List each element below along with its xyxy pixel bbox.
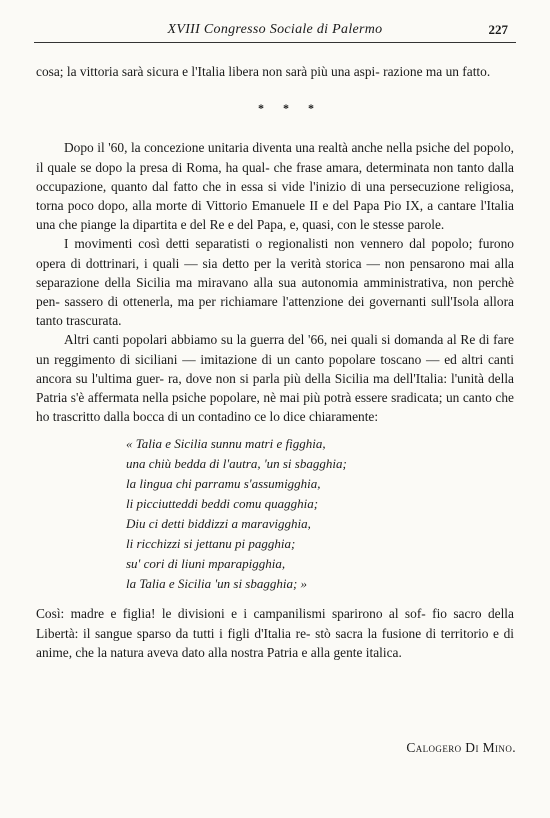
text-line: Altri canti popolari abbiamo su la guerra del '66, nei quali si <box>64 332 391 348</box>
text-line: che frase amara, determinata non tanto dalla occupazione, quanto <box>36 159 514 194</box>
text-line: stò sacra la fusione di territorio e di anime, che la natura aveva <box>36 625 514 660</box>
verse-line: la Talia e Sicilia 'un si sbagghia; » <box>126 576 308 592</box>
text-line: dal popolo; furono opera di dottrinari, i quali — sia detto per la <box>36 236 514 271</box>
text-line: ma miravano alla sua autonomia amministrativa, non perchè pen- <box>36 274 514 310</box>
text-line: domanda al Re di fare un reggimento di siciliani — imitazione di <box>36 332 514 367</box>
running-title: XVIII Congresso Sociale di Palermo <box>167 22 383 37</box>
paragraph-1 <box>36 138 514 234</box>
verse-line: la lingua chi parramu s'assumigghia, <box>126 476 321 492</box>
page-number: 227 <box>488 22 508 37</box>
verse-line: li ricchizzi si jettanu pi pagghia; <box>126 536 296 552</box>
text-line: dal fatto che in essa si vide l'inizio di una persecuzione religiosa, <box>152 178 514 194</box>
text-line: fio sacro della Libertà: il sangue sparso da tutti i figli d'Italia re- <box>36 606 514 641</box>
folk-song-verse <box>126 434 514 594</box>
verse-line: su' cori di liuni mparapigghia, <box>126 556 286 572</box>
running-header <box>40 22 510 42</box>
text-line: ce lo dice chiaramente: <box>254 409 379 425</box>
section-separator: * * * <box>258 101 322 116</box>
author-signature: Calogero Di Mino. <box>406 740 516 755</box>
text-line: Papa, e, quasi, con le stesse parole. <box>256 217 445 233</box>
body-text <box>36 62 514 662</box>
text-line: Pio IX, a cantare l'Italia una che piange la dipartita e del Re e del <box>36 198 514 233</box>
text-line: Patria s'è affermata nella psiche popolare, nè mai più potrà essere <box>36 390 388 406</box>
text-line: torna poco dopo, alla morte di Vittorio Emanuele II e del Papa <box>36 198 380 214</box>
text-line: dato alla nostra Patria e alla gente italica. <box>181 644 402 660</box>
verse-line: Diu ci detti biddizzi a maravigghia, <box>126 516 311 532</box>
text-line: Così: madre e figlia! le divisioni e i campanilismi sparirono al sof- <box>36 606 426 622</box>
header-rule <box>34 42 516 43</box>
text-line: sradicata; un canto che ho trascritto dalla bocca di un contadino <box>36 390 514 425</box>
text-line: verità storica — non pensarono mai alla separazione della Sicilia <box>36 255 514 290</box>
text-line: razione ma un fatto. <box>383 64 491 79</box>
paragraph-2 <box>36 234 514 330</box>
verse-line: « Talia e Sicilia sunnu matri e figghia, <box>126 436 326 452</box>
text-line: cosa; la vittoria sarà sicura e l'Italia libera non sarà più una aspi- <box>36 64 380 79</box>
verse-line: una chiù bedda di l'autra, 'un si sbagghia; <box>126 456 347 472</box>
verse-line: li picciutteddi beddi comu quagghia; <box>126 496 319 512</box>
text-line: sull'Isola allora tanto trascurata. <box>36 294 514 329</box>
text-line: nella psiche del popolo, il quale se dopo la presa di Roma, ha qual- <box>36 140 514 175</box>
text-line: I movimenti così detti separatisti o regionalisti non vennero <box>64 236 404 252</box>
closing-paragraph <box>36 604 514 662</box>
text-line: ra, dove non si parla più della Sicilia ma dell'Italia: l'unità della <box>167 370 514 386</box>
paragraph-3 <box>36 330 514 426</box>
text-line: Dopo il '60, la concezione unitaria diventa una realtà anche <box>64 140 383 156</box>
opening-paragraph <box>36 62 514 81</box>
text-line: sassero di ottenerla, ma per richiamare l'attenzione dei governanti <box>64 294 427 310</box>
text-line: un canto popolare toscano — ed altri canti ancora su l'ultima guer- <box>36 351 514 386</box>
